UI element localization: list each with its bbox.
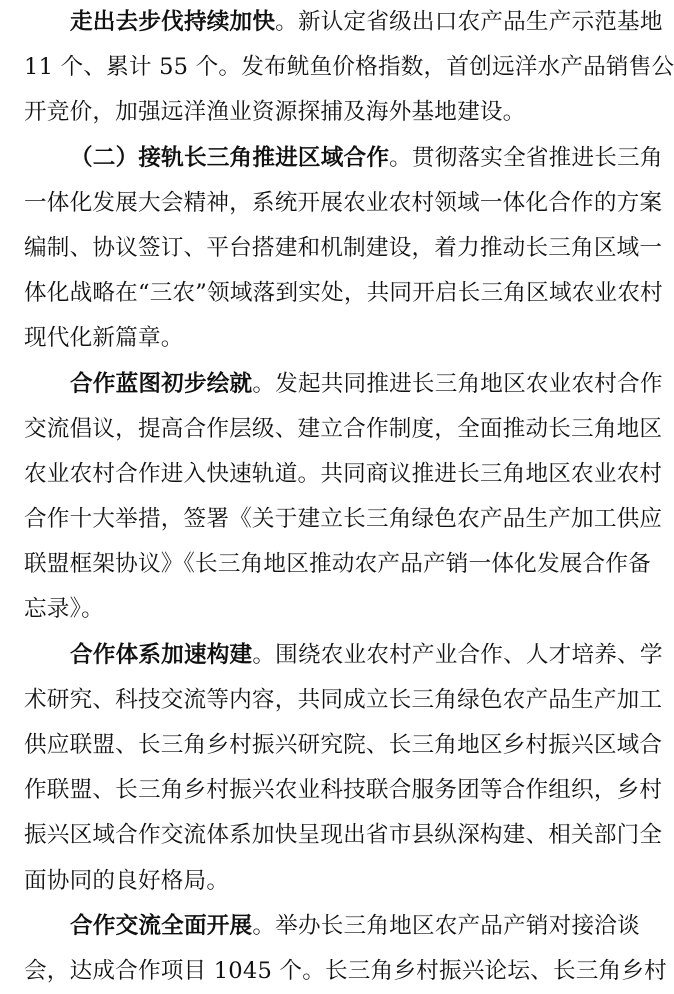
body-text: 。贯彻落实全省推进长三角: [389, 144, 663, 171]
text-line: [24, 497, 663, 542]
paragraph: [24, 136, 663, 362]
text-line: [24, 949, 667, 994]
text-line: [24, 407, 663, 452]
text-line: [24, 271, 663, 316]
body-text: 现代化新篇章。: [24, 325, 184, 352]
text-line: [24, 542, 651, 587]
body-text: 面协同的良好格局。: [24, 867, 230, 894]
body-text: 振兴区域合作交流体系加快呈现出省市县纵深构建、相关部门全: [24, 822, 663, 849]
body-text: 编制、协议签订、平台搭建和机制建设，着力推动长三角区域一: [24, 234, 663, 261]
text-line: [24, 678, 663, 723]
paragraph: [24, 904, 667, 994]
body-text: 忘录》。: [24, 596, 104, 623]
body-text: 。新认定省级出口农产品生产示范基地: [275, 9, 663, 35]
body-text: 农业农村合作进入快速轨道。共同商议推进长三角地区农业农村: [24, 460, 663, 487]
text-line: [24, 904, 640, 949]
body-text: 开竞价，加强远洋渔业资源探捕及海外基地建设。: [24, 99, 526, 126]
text-line: [24, 813, 663, 858]
body-text: 联盟框架协议》《长三角地区推动农产品产销一体化发展合作备: [24, 551, 651, 578]
document-page: [24, 0, 674, 984]
bold-heading-phrase: （二）接轨长三角推进区域合作: [70, 144, 390, 171]
body-text: 供应联盟、长三角乡村振兴研究院、长三角地区乡村振兴区域合: [24, 732, 663, 758]
bold-heading-phrase: 合作蓝图初步绘就: [70, 370, 253, 397]
body-text: 。举办长三角地区农产品产销对接洽谈: [252, 912, 640, 939]
body-text: 。围绕农业农村产业合作、人才培养、学: [252, 641, 663, 668]
text-line: [24, 0, 663, 45]
text-line: [24, 316, 624, 361]
bold-heading-phrase: 合作交流全面开展: [70, 912, 253, 939]
body-text: 。发起共同推进长三角地区农业农村合作: [252, 370, 663, 397]
body-text: 作联盟、长三角乡村振兴农业科技联合服务团等合作组织，乡村: [24, 777, 663, 804]
text-line: [24, 181, 663, 226]
text-line: [24, 90, 624, 135]
body-text: 术研究、科技交流等内容，共同成立长三角绿色农产品生产加工: [24, 686, 663, 713]
text-line: [24, 226, 663, 271]
body-text: 一体化发展大会精神，系统开展农业农村领域一体化合作的方案: [24, 189, 663, 216]
text-line: [24, 452, 663, 497]
text-line: [24, 859, 624, 904]
text-line: [24, 587, 624, 632]
bold-heading-phrase: 走出去步伐持续加快: [70, 9, 276, 35]
paragraph: [24, 362, 663, 633]
body-text: 合作十大举措，签署《关于建立长三角绿色农产品生产加工供应: [24, 506, 663, 533]
bold-heading-phrase: 合作体系加速构建: [70, 641, 253, 668]
paragraph: [24, 0, 674, 136]
text-line: [24, 768, 663, 813]
body-text: 会，达成合作项目 1045 个。长三角乡村振兴论坛、长三角乡村: [24, 957, 667, 984]
text-line: [24, 45, 674, 90]
text-line: [24, 136, 663, 181]
text-line: [24, 723, 663, 768]
text-line: [24, 362, 663, 407]
body-text: 11 个、累计 55 个。发布鱿鱼价格指数，首创远洋水产品销售公: [24, 54, 674, 81]
body-text: 体化战略在“三农”领域落到实处，共同开启长三角区域农业农村: [24, 280, 663, 307]
paragraph: [24, 633, 663, 904]
body-text: 交流倡议，提高合作层级、建立合作制度，全面推动长三角地区: [24, 415, 663, 442]
text-line: [24, 633, 663, 678]
